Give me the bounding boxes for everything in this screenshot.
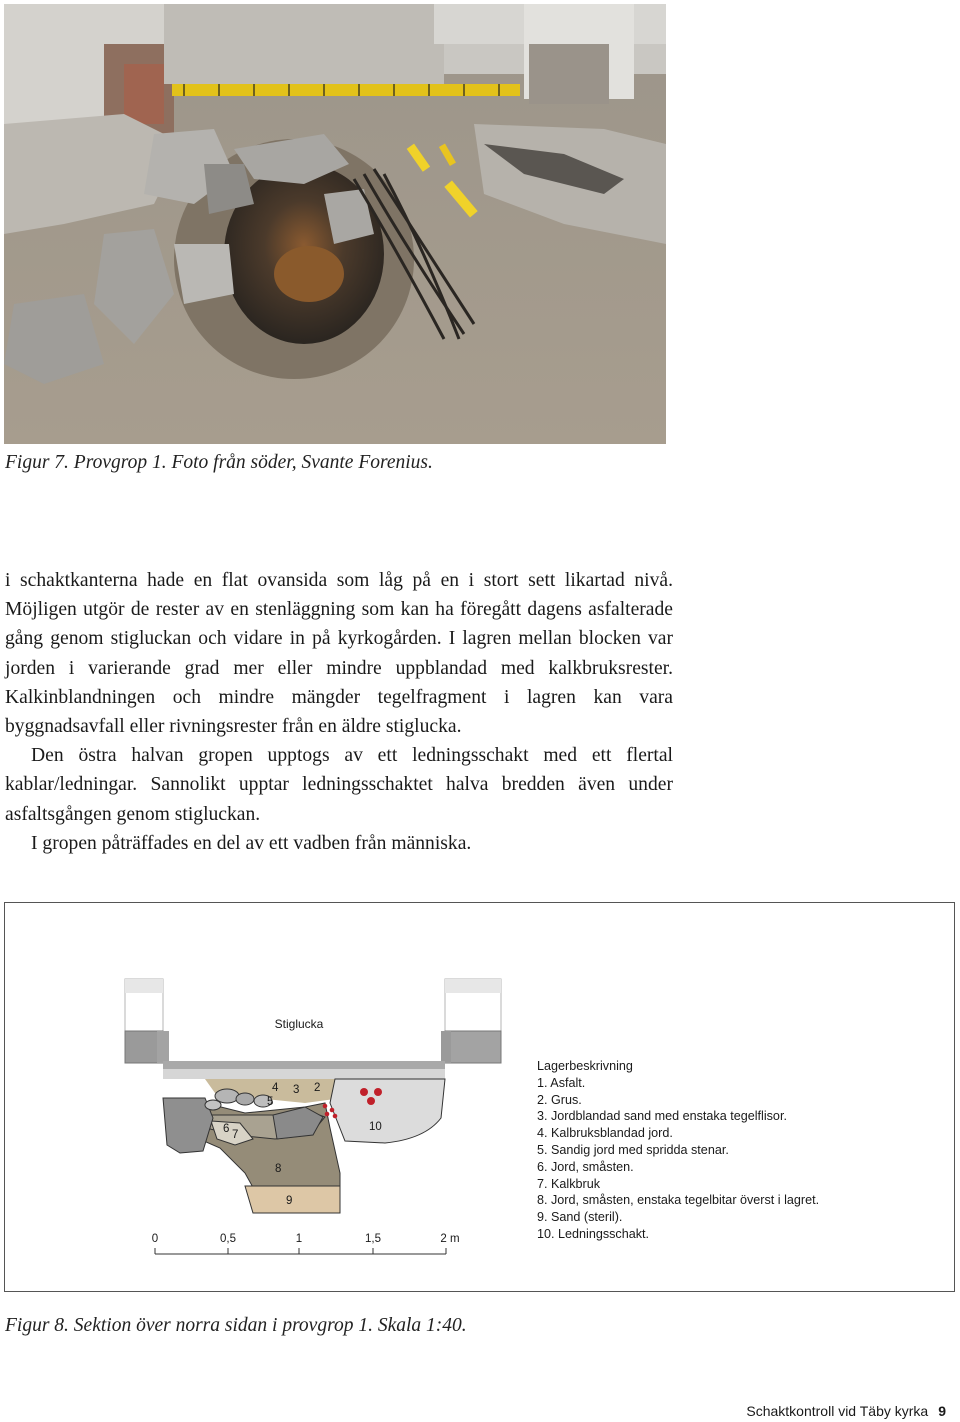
layer-number: 9 <box>286 1195 293 1207</box>
legend-item: 8. Jord, småsten, enstaka tegelbitar överst i lagret. <box>537 1193 820 1208</box>
scale-label: 0,5 <box>220 1233 236 1245</box>
layer-10-trench <box>330 1079 445 1143</box>
layer-9 <box>245 1186 340 1213</box>
legend-item: 7. Kalkbruk <box>537 1176 600 1191</box>
legend-item: 2. Grus. <box>537 1092 582 1107</box>
layer-number: 3 <box>293 1084 300 1096</box>
page-number: 9 <box>938 1403 946 1419</box>
legend-item: 3. Jordblandad sand med enstaka tegelflisor. <box>537 1109 787 1124</box>
legend-item: 4. Kalbruksblandad jord. <box>537 1126 673 1141</box>
figure-8-caption: Figur 8. Sektion över norra sidan i provgrop 1. Skala 1:40. <box>5 1315 467 1336</box>
legend-item: 9. Sand (steril). <box>537 1210 623 1225</box>
layer-1-asphalt <box>163 1061 445 1069</box>
scale-label: 1,5 <box>365 1233 381 1245</box>
layer-number: 7 <box>232 1129 239 1141</box>
stiglucka-label: Stiglucka <box>274 1017 324 1031</box>
page-footer <box>746 1403 946 1419</box>
layer-number: 6 <box>223 1123 230 1135</box>
layer-2-gravel <box>163 1069 445 1079</box>
layer-number: 10 <box>369 1121 382 1133</box>
scale-bar <box>152 1233 460 1254</box>
scale-label: 0 <box>151 1233 159 1245</box>
layer-number: 4 <box>272 1082 279 1094</box>
layer-number: 2 <box>314 1082 321 1094</box>
layer-legend <box>537 1058 947 1243</box>
legend-item: 1. Asfalt. <box>537 1075 586 1090</box>
legend-item: 6. Jord, småsten. <box>537 1159 634 1174</box>
section-drawing <box>4 902 955 1292</box>
footer-title: Schaktkontroll vid Täby kyrka <box>746 1403 929 1419</box>
legend-item: 10. Ledningsschakt. <box>537 1226 650 1241</box>
body-paragraph: I gropen påträffades en del av ett vadben från människa. <box>31 832 472 854</box>
legend-title: Lagerbeskrivning <box>537 1059 633 1073</box>
scale-label: 1 <box>295 1233 303 1245</box>
legend-item: 5. Sandig jord med spridda stenar. <box>537 1142 729 1157</box>
body-paragraph: Den östra halvan gropen upptogs av ett ledningsschakt med ett flertal kablar/ledningar. Sannolikt upptar ledningsschaktet halva bredden även under asfaltsgången genom stigluckan. <box>5 745 673 825</box>
layer-number: 8 <box>275 1163 282 1175</box>
body-paragraph: i schaktkanterna hade en flat ovansida som låg på en i stort sett likartad nivå. Möjligen utgör de rester av en stenläggning som kan ha föregått dagens asfalterade gång genom stigluckan och vidare in på kyrkogården. I lagren mellan blocken var jorden i varierande grad mer eller mindre uppblandad med kalkbruksrester. Kalkinblandningen och mindre mängder tegelfragment i lagren kan vara byggnadsavfall eller rivningsrester från en äldre stiglucka. <box>5 570 673 738</box>
scale-label: 2 m <box>440 1233 460 1245</box>
excavation-photo <box>4 4 666 444</box>
layer-number: 5 <box>267 1096 274 1108</box>
body-text <box>5 566 673 858</box>
figure-7-caption: Figur 7. Provgrop 1. Foto från söder, Svante Forenius. <box>5 452 433 473</box>
